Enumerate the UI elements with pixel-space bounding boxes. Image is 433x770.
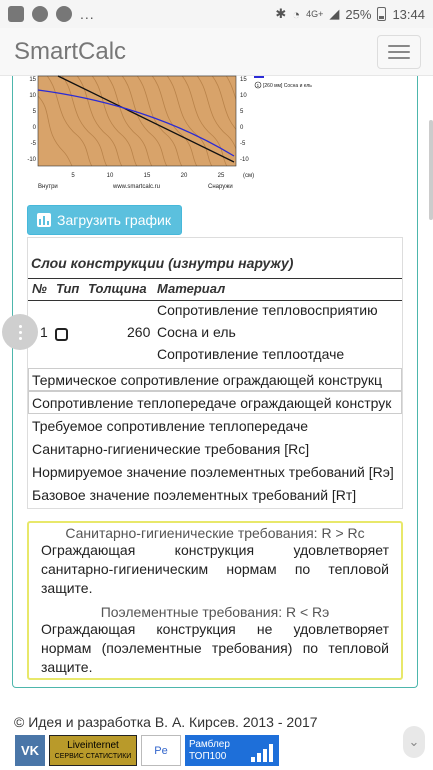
element-result-title: Поэлементные требования: R < Rэ [100,604,330,620]
hamburger-line [388,51,410,53]
divider [28,300,402,301]
layer-num: 1 [40,324,48,340]
battery-percent: 25% [345,6,372,22]
x-tick-label: 15 [143,173,151,179]
element-norm-label: Нормируемое значение поэлементных требований [Rэ] [32,464,394,480]
brand-logo[interactable]: SmartCalc [14,37,127,65]
element-base-label: Базовое значение поэлементных требований [Rт] [32,487,357,503]
hamburger-line [388,45,410,47]
result-box [27,521,403,680]
network-type: 4G+ [306,9,324,19]
y-tick-label: 0 [32,125,36,131]
whatsapp-icon [32,6,48,22]
site-label: www.smartcalc.ru [113,184,161,190]
more-icon: ... [80,6,95,22]
y-tick-label: 0 [240,125,244,131]
legend-index: 1 [256,83,260,88]
upload-chart-button[interactable] [27,205,182,235]
layer-type-checkbox[interactable] [55,328,68,341]
wood-layer [38,76,236,166]
skype-icon [56,6,72,22]
layer-thickness[interactable]: 260 [127,324,151,340]
y-tick-label: -10 [240,157,249,163]
copyright: © Идея и разработка В. А. Кирсев. 2013 - 2017 [14,714,318,730]
rambler-title: Рамблер [189,738,230,750]
clock: 13:44 [392,6,425,22]
drag-handle[interactable] [2,314,38,350]
rambler-badge[interactable] [185,735,279,766]
x-tick-label: 25 [217,173,225,179]
vk-badge[interactable]: VK [15,735,45,766]
sanitary-requirements-label: Санитарно-гигиенические требования [Rc] [32,441,310,457]
image-icon [8,6,24,22]
bluetooth-icon: ✱ [275,6,287,21]
chart-icon [37,213,51,227]
col-header-thickness: Толщина [88,281,147,296]
col-header-material: Материал [157,281,226,296]
y-tick-label: -5 [240,141,246,147]
y-tick-label: 5 [32,109,36,115]
counter-badges [15,735,279,766]
x-tick-label: 10 [106,173,114,179]
y-tick-label: 15 [240,77,247,83]
liveinternet-subtitle: СЕРВИС СТАТИСТИКИ [54,752,132,760]
liveinternet-title: Liveinternet [67,739,119,751]
divider [28,278,402,279]
material-item: Сопротивление теплоотдаче [157,346,345,362]
col-header-type: Тип [56,281,80,296]
y-tick-label: 5 [240,109,244,115]
x-tick-label: 5 [71,173,75,179]
y-tick-label: -10 [27,157,36,163]
scrollbar[interactable] [429,120,433,220]
chevron-down-icon[interactable]: ⌄ [403,726,425,758]
x-tick-label: 20 [180,173,188,179]
inside-label: Внутри [38,184,58,190]
x-unit-label: (см) [243,173,255,179]
sanitary-result-text: Ограждающая конструкция удовлетворяет санитарно-гигиеническим нормам по тепловой защите. [41,542,389,596]
signal-icon: ◢ [329,6,340,21]
menu-toggle-button[interactable] [377,35,421,69]
y-tick-label: 15 [29,77,36,83]
navbar [0,28,433,76]
status-bar [0,0,433,28]
alarm-icon: ◔ [292,6,301,22]
element-result-text: Ограждающая конструкция не удовлетворяет нормам (поэлементные требования) по тепловой защите. [41,621,389,675]
y-tick-label: -5 [30,141,36,147]
hamburger-line [388,57,410,59]
material-item: Сопротивление тепловосприятию [157,302,378,318]
upload-chart-label: Загрузить график [57,212,171,228]
sanitary-result-title: Санитарно-гигиенические требования: R > Rc [65,525,365,541]
thermal-resistance-label: Термическое сопротивление ограждающей конструкц [32,372,383,388]
battery-icon [377,7,386,21]
layers-table [27,237,403,509]
liveinternet-badge[interactable] [49,735,137,766]
pe-badge[interactable]: Pe [141,735,181,766]
temperature-chart [27,76,312,194]
legend-layer-label: [260 мм] Сосна и ель [263,83,312,89]
y-tick-label: 10 [240,93,247,99]
required-resistance-label: Требуемое сопротивление теплопередаче [32,418,309,434]
col-header-num: № [32,281,47,296]
layers-title: Слои конструкции (изнутри наружу) [31,255,294,271]
material-item[interactable]: Сосна и ель [157,324,236,340]
legend-line [254,76,264,78]
heat-transfer-resistance-label: Сопротивление теплопередаче ограждающей конструк [32,395,392,411]
bars-icon [251,744,273,762]
outside-label: Снаружи [208,184,233,190]
y-tick-label: 10 [29,93,36,99]
rambler-subtitle: ТОП100 [189,750,227,762]
